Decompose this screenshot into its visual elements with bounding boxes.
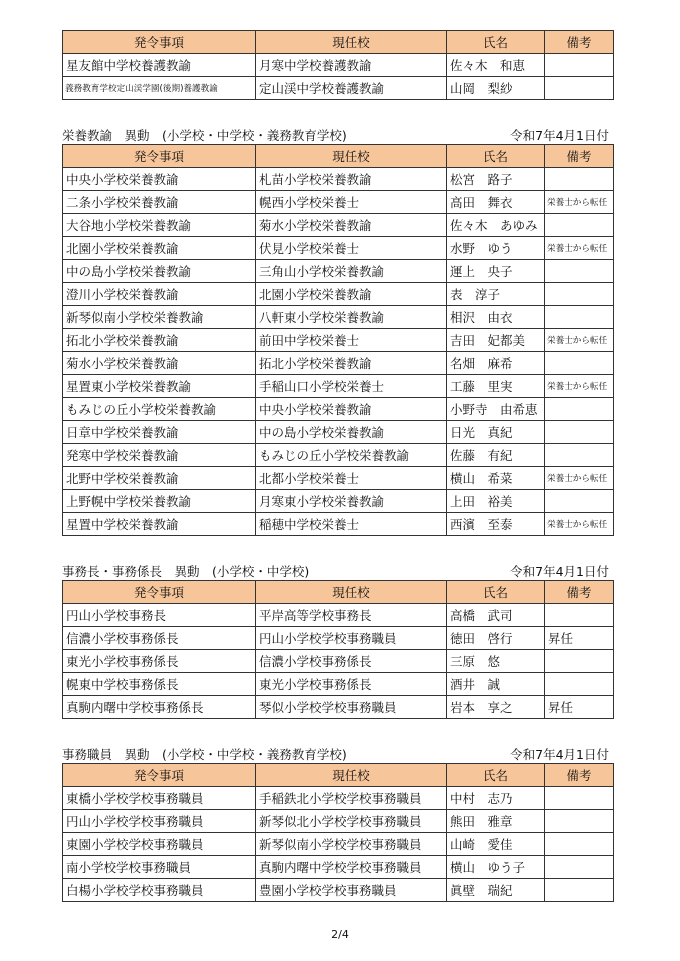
table-row xyxy=(63,352,614,375)
cell-shimei: 佐々木 あゆみ xyxy=(447,214,545,237)
header-gennin: 現任校 xyxy=(256,31,447,54)
cell-gennin: 北園小学校栄養教諭 xyxy=(256,283,447,306)
cell-biko xyxy=(545,398,614,421)
cell-gennin: 中央小学校栄養教諭 xyxy=(256,398,447,421)
cell-shimei: 西濱 至泰 xyxy=(447,513,545,536)
table-body xyxy=(63,54,614,100)
cell-gennin: 円山小学校学校事務職員 xyxy=(256,627,447,650)
cell-hatsurei: 円山小学校事務長 xyxy=(63,604,256,627)
table-row xyxy=(63,673,614,696)
table-header-row xyxy=(63,145,614,168)
cell-hatsurei: 円山小学校学校事務職員 xyxy=(63,810,256,833)
header-shimei: 氏名 xyxy=(447,764,545,787)
header-biko: 備考 xyxy=(545,764,614,787)
cell-biko: 昇任 xyxy=(545,696,614,719)
cell-hatsurei: もみじの丘小学校栄養教諭 xyxy=(63,398,256,421)
cell-gennin: 三角山小学校栄養教諭 xyxy=(256,260,447,283)
cell-shimei: 酒井 誠 xyxy=(447,673,545,696)
cell-biko xyxy=(545,306,614,329)
cell-gennin: 平岸高等学校事務長 xyxy=(256,604,447,627)
cell-biko xyxy=(545,54,614,77)
table-row xyxy=(63,696,614,719)
table-body xyxy=(63,604,614,719)
table-yogo xyxy=(62,30,614,100)
cell-hatsurei: 東光小学校事務係長 xyxy=(63,650,256,673)
cell-biko xyxy=(545,650,614,673)
cell-hatsurei: 澄川小学校栄養教諭 xyxy=(63,283,256,306)
cell-gennin: 東光小学校事務係長 xyxy=(256,673,447,696)
cell-hatsurei: 上野幌中学校栄養教諭 xyxy=(63,490,256,513)
cell-shimei: 運上 央子 xyxy=(447,260,545,283)
cell-shimei: 佐藤 有紀 xyxy=(447,444,545,467)
cell-biko xyxy=(545,833,614,856)
cell-biko xyxy=(545,879,614,902)
cell-hatsurei: 二条小学校栄養教諭 xyxy=(63,191,256,214)
cell-shimei: 小野寺 由希恵 xyxy=(447,398,545,421)
table-header-row xyxy=(63,31,614,54)
header-biko: 備考 xyxy=(545,581,614,604)
table-row xyxy=(63,833,614,856)
cell-hatsurei: 新琴似南小学校栄養教諭 xyxy=(63,306,256,329)
cell-shimei: 岩本 享之 xyxy=(447,696,545,719)
table-row xyxy=(63,375,614,398)
table-row xyxy=(63,237,614,260)
header-gennin: 現任校 xyxy=(256,581,447,604)
cell-shimei: 高橋 武司 xyxy=(447,604,545,627)
cell-shimei: 徳田 啓行 xyxy=(447,627,545,650)
cell-hatsurei: 義務教育学校定山渓学園(後期)養護教諭 xyxy=(63,77,256,100)
cell-shimei: 眞壁 瑞紀 xyxy=(447,879,545,902)
cell-shimei: 吉田 妃都美 xyxy=(447,329,545,352)
table-row xyxy=(63,191,614,214)
section-title: 栄養教諭 異動 (小学校・中学校・義務教育学校) xyxy=(62,128,347,143)
cell-gennin: 定山渓中学校養護教諭 xyxy=(256,77,447,100)
table-header-row xyxy=(63,764,614,787)
cell-biko: 栄養士から転任 xyxy=(545,329,614,352)
table-row xyxy=(63,650,614,673)
cell-biko xyxy=(545,77,614,100)
cell-hatsurei: 星置東小学校栄養教諭 xyxy=(63,375,256,398)
table-row xyxy=(63,627,614,650)
table-row xyxy=(63,490,614,513)
cell-biko xyxy=(545,604,614,627)
section-jimucho xyxy=(62,560,613,719)
cell-hatsurei: 白楊小学校学校事務職員 xyxy=(63,879,256,902)
table-row xyxy=(63,421,614,444)
cell-shimei: 名畑 麻希 xyxy=(447,352,545,375)
section-title: 事務長・事務係長 異動 (小学校・中学校) xyxy=(62,564,310,579)
cell-biko xyxy=(545,787,614,810)
cell-gennin: 拓北小学校栄養教諭 xyxy=(256,352,447,375)
cell-shimei: 高田 舞衣 xyxy=(447,191,545,214)
header-hatsurei: 発令事項 xyxy=(63,581,256,604)
header-biko: 備考 xyxy=(545,31,614,54)
cell-gennin: 月寒中学校養護教諭 xyxy=(256,54,447,77)
cell-biko xyxy=(545,214,614,237)
header-shimei: 氏名 xyxy=(447,145,545,168)
cell-biko xyxy=(545,856,614,879)
cell-shimei: 相沢 由衣 xyxy=(447,306,545,329)
cell-biko: 栄養士から転任 xyxy=(545,375,614,398)
table-row xyxy=(63,444,614,467)
cell-hatsurei: 北野中学校栄養教諭 xyxy=(63,467,256,490)
cell-shimei: 表 淳子 xyxy=(447,283,545,306)
cell-biko: 栄養士から転任 xyxy=(545,191,614,214)
table-row xyxy=(63,856,614,879)
table-row xyxy=(63,513,614,536)
table-row xyxy=(63,54,614,77)
section-yogo-continued xyxy=(62,30,613,100)
cell-gennin: もみじの丘小学校栄養教諭 xyxy=(256,444,447,467)
section-date: 令和7年4月1日付 xyxy=(510,128,609,143)
table-row xyxy=(63,168,614,191)
table-row xyxy=(63,306,614,329)
cell-shimei: 松宮 路子 xyxy=(447,168,545,191)
table-row xyxy=(63,467,614,490)
table-row xyxy=(63,77,614,100)
cell-shimei: 水野 ゆう xyxy=(447,237,545,260)
table-jimushokuin xyxy=(62,763,614,902)
cell-gennin: 稲穂中学校栄養士 xyxy=(256,513,447,536)
table-row xyxy=(63,787,614,810)
cell-gennin: 信濃小学校事務係長 xyxy=(256,650,447,673)
header-hatsurei: 発令事項 xyxy=(63,31,256,54)
cell-hatsurei: 大谷地小学校栄養教諭 xyxy=(63,214,256,237)
table-row xyxy=(63,879,614,902)
cell-shimei: 横山 ゆう子 xyxy=(447,856,545,879)
cell-biko xyxy=(545,421,614,444)
header-gennin: 現任校 xyxy=(256,764,447,787)
table-jimucho xyxy=(62,580,614,719)
cell-gennin: 北都小学校栄養士 xyxy=(256,467,447,490)
cell-shimei: 横山 希菜 xyxy=(447,467,545,490)
cell-gennin: 月寒東小学校栄養教諭 xyxy=(256,490,447,513)
cell-hatsurei: 発寒中学校栄養教諭 xyxy=(63,444,256,467)
table-row xyxy=(63,398,614,421)
cell-gennin: 菊水小学校栄養教諭 xyxy=(256,214,447,237)
section-jimushokuin xyxy=(62,743,613,902)
cell-hatsurei: 星友館中学校養護教諭 xyxy=(63,54,256,77)
cell-gennin: 豊園小学校学校事務職員 xyxy=(256,879,447,902)
cell-gennin: 伏見小学校栄養士 xyxy=(256,237,447,260)
cell-shimei: 山崎 愛佳 xyxy=(447,833,545,856)
table-body xyxy=(63,787,614,902)
cell-biko: 栄養士から転任 xyxy=(545,467,614,490)
cell-shimei: 熊田 雅章 xyxy=(447,810,545,833)
cell-hatsurei: 日章中学校栄養教諭 xyxy=(63,421,256,444)
table-row xyxy=(63,329,614,352)
cell-biko: 栄養士から転任 xyxy=(545,513,614,536)
cell-hatsurei: 拓北小学校栄養教諭 xyxy=(63,329,256,352)
cell-shimei: 上田 裕美 xyxy=(447,490,545,513)
cell-biko: 昇任 xyxy=(545,627,614,650)
cell-gennin: 真駒内曙中学校学校事務職員 xyxy=(256,856,447,879)
header-shimei: 氏名 xyxy=(447,581,545,604)
cell-gennin: 琴似小学校学校事務職員 xyxy=(256,696,447,719)
cell-biko xyxy=(545,490,614,513)
cell-shimei: 中村 志乃 xyxy=(447,787,545,810)
header-hatsurei: 発令事項 xyxy=(63,145,256,168)
header-gennin: 現任校 xyxy=(256,145,447,168)
section-date: 令和7年4月1日付 xyxy=(510,747,609,762)
cell-biko xyxy=(545,168,614,191)
cell-hatsurei: 中の島小学校栄養教諭 xyxy=(63,260,256,283)
cell-gennin: 新琴似南小学校学校事務職員 xyxy=(256,833,447,856)
cell-gennin: 八軒東小学校栄養教諭 xyxy=(256,306,447,329)
cell-hatsurei: 南小学校学校事務職員 xyxy=(63,856,256,879)
section-date: 令和7年4月1日付 xyxy=(510,564,609,579)
table-body xyxy=(63,168,614,536)
cell-gennin: 手稲鉄北小学校学校事務職員 xyxy=(256,787,447,810)
cell-biko xyxy=(545,260,614,283)
cell-hatsurei: 東橋小学校学校事務職員 xyxy=(63,787,256,810)
cell-shimei: 工藤 里実 xyxy=(447,375,545,398)
table-row xyxy=(63,810,614,833)
cell-shimei: 日光 真紀 xyxy=(447,421,545,444)
table-row xyxy=(63,260,614,283)
cell-hatsurei: 信濃小学校事務係長 xyxy=(63,627,256,650)
cell-biko xyxy=(545,444,614,467)
cell-hatsurei: 幌東中学校事務係長 xyxy=(63,673,256,696)
cell-biko xyxy=(545,352,614,375)
cell-hatsurei: 東園小学校学校事務職員 xyxy=(63,833,256,856)
header-shimei: 氏名 xyxy=(447,31,545,54)
section-eiyo xyxy=(62,124,613,536)
table-header-row xyxy=(63,581,614,604)
cell-hatsurei: 北園小学校栄養教諭 xyxy=(63,237,256,260)
table-row xyxy=(63,214,614,237)
cell-gennin: 手稲山口小学校栄養士 xyxy=(256,375,447,398)
cell-shimei: 三原 悠 xyxy=(447,650,545,673)
table-row xyxy=(63,283,614,306)
cell-hatsurei: 中央小学校栄養教諭 xyxy=(63,168,256,191)
cell-gennin: 札苗小学校栄養教諭 xyxy=(256,168,447,191)
section-title: 事務職員 異動 (小学校・中学校・義務教育学校) xyxy=(62,747,347,762)
cell-biko: 栄養士から転任 xyxy=(545,237,614,260)
cell-hatsurei: 真駒内曙中学校事務係長 xyxy=(63,696,256,719)
header-hatsurei: 発令事項 xyxy=(63,764,256,787)
cell-gennin: 幌西小学校栄養士 xyxy=(256,191,447,214)
cell-biko xyxy=(545,810,614,833)
cell-biko xyxy=(545,673,614,696)
cell-hatsurei: 星置中学校栄養教諭 xyxy=(63,513,256,536)
table-row xyxy=(63,604,614,627)
cell-shimei: 山岡 梨紗 xyxy=(447,77,545,100)
cell-gennin: 新琴似北小学校学校事務職員 xyxy=(256,810,447,833)
header-biko: 備考 xyxy=(545,145,614,168)
cell-gennin: 中の島小学校栄養教諭 xyxy=(256,421,447,444)
cell-hatsurei: 菊水小学校栄養教諭 xyxy=(63,352,256,375)
cell-shimei: 佐々木 和恵 xyxy=(447,54,545,77)
cell-biko xyxy=(545,283,614,306)
cell-gennin: 前田中学校栄養士 xyxy=(256,329,447,352)
table-eiyo xyxy=(62,144,614,536)
page-number: 2/4 xyxy=(331,928,349,941)
